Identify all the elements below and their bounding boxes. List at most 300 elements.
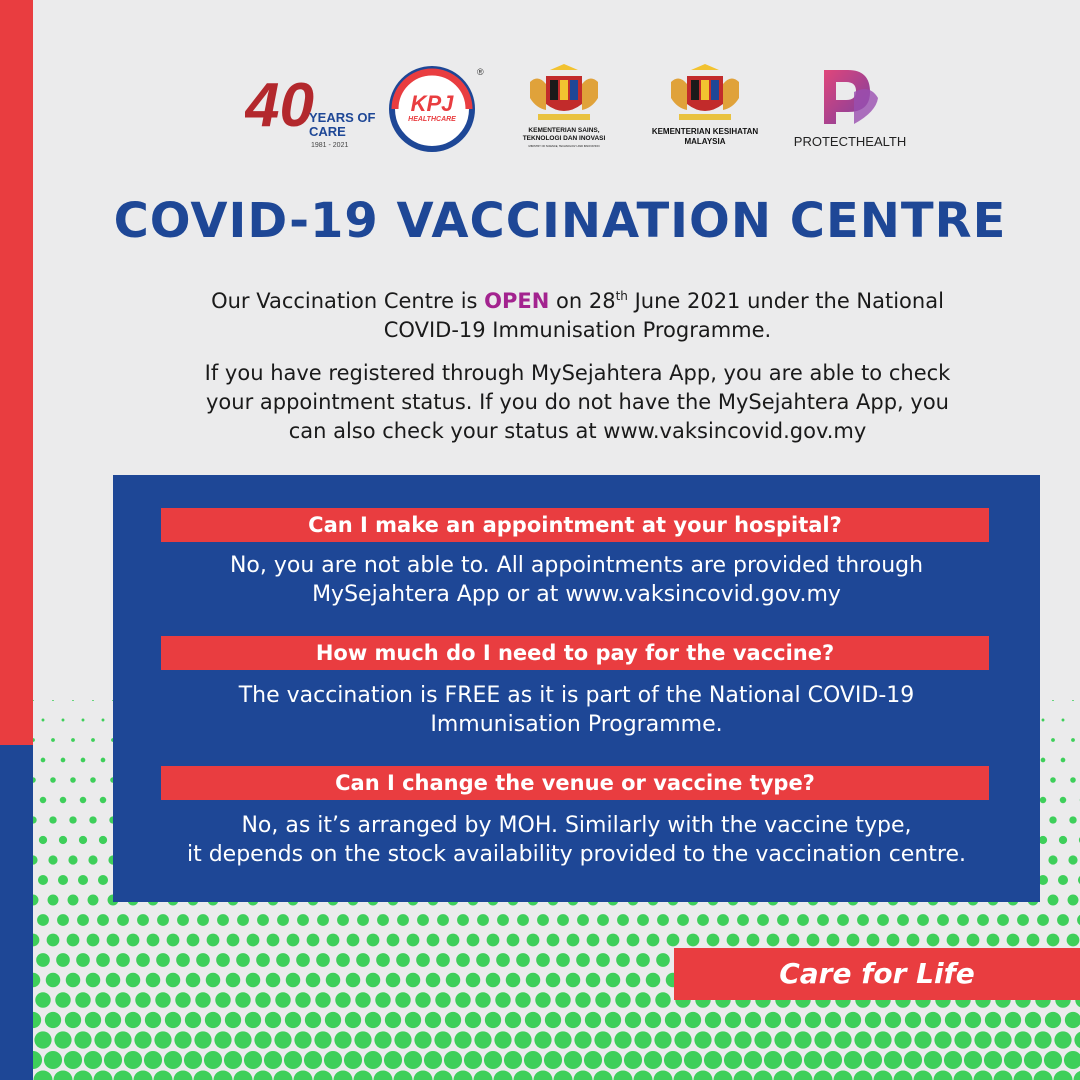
logo-40-care: CARE — [309, 124, 346, 139]
halftone-dot — [346, 973, 361, 988]
mosti-line2: TEKNOLOGI DAN INOVASI — [522, 135, 606, 142]
halftone-dot — [134, 1031, 151, 1048]
halftone-dot — [255, 992, 270, 1007]
kpj-ring-icon — [385, 65, 490, 155]
halftone-dot — [267, 934, 280, 947]
halftone-dot — [105, 1012, 121, 1028]
halftone-dot — [1072, 700, 1074, 701]
faq-answer-2-line2: Immunisation Programme. — [430, 712, 723, 737]
halftone-dot — [207, 934, 220, 947]
halftone-dot — [594, 1031, 611, 1048]
halftone-dot — [57, 914, 69, 926]
halftone-dot — [60, 797, 66, 803]
halftone-dot — [945, 1012, 961, 1028]
halftone-dot — [1027, 934, 1040, 947]
halftone-dot — [235, 992, 250, 1007]
halftone-dot — [814, 1031, 831, 1048]
halftone-dot — [914, 1071, 933, 1080]
halftone-dot — [674, 1071, 693, 1080]
halftone-dot — [1014, 1071, 1033, 1080]
halftone-dot — [927, 934, 940, 947]
halftone-dot — [126, 973, 141, 988]
faq-answer-3-line2: it depends on the stock availability provided to the vaccination centre. — [186, 842, 966, 867]
halftone-dot — [474, 1071, 493, 1080]
halftone-dot — [97, 914, 109, 926]
halftone-dot — [68, 855, 77, 864]
halftone-dot — [79, 836, 87, 844]
page-title: COVID-19 VACCINATION CENTRE — [113, 193, 1007, 249]
faq-answer-3-line1: No, as it’s arranged by MOH. Similarly with the vaccine type, — [241, 813, 912, 838]
halftone-dot — [627, 934, 640, 947]
halftone-dot — [166, 973, 181, 988]
halftone-dot — [94, 1071, 113, 1080]
halftone-dot — [674, 1031, 691, 1048]
halftone-dot — [724, 1051, 742, 1069]
halftone-dot — [39, 836, 47, 844]
halftone-dot — [905, 1012, 921, 1028]
halftone-dot — [51, 738, 55, 742]
halftone-dot — [1067, 934, 1080, 947]
halftone-dot — [274, 1071, 293, 1080]
halftone-dot — [677, 914, 689, 926]
halftone-dot — [364, 1051, 382, 1069]
halftone-dot — [434, 1071, 453, 1080]
halftone-dot — [98, 875, 108, 885]
halftone-dot — [214, 1071, 233, 1080]
intro-p1-post: June 2021 under the National — [627, 289, 944, 313]
halftone-dot — [176, 953, 190, 967]
halftone-dot — [765, 1012, 781, 1028]
faq-answer-1-line1: No, you are not able to. All appointments are provided through — [229, 553, 924, 578]
halftone-dot — [175, 992, 190, 1007]
halftone-dot — [54, 1071, 73, 1080]
halftone-dot — [88, 855, 97, 864]
halftone-dot — [897, 914, 909, 926]
halftone-dot — [947, 934, 960, 947]
halftone-dot — [347, 934, 360, 947]
halftone-dot — [367, 934, 380, 947]
halftone-dot — [297, 914, 309, 926]
halftone-dot — [78, 875, 88, 885]
halftone-dot — [286, 973, 301, 988]
halftone-dot — [794, 1031, 811, 1048]
halftone-dot — [817, 914, 829, 926]
halftone-dot — [1059, 836, 1067, 844]
halftone-dot — [754, 1071, 773, 1080]
halftone-dot — [167, 934, 180, 947]
halftone-dot — [545, 1012, 561, 1028]
halftone-dot — [33, 895, 38, 906]
protecthealth-text: PROTECTHEALTH — [793, 134, 907, 149]
halftone-dot — [504, 1051, 522, 1069]
halftone-dot — [33, 973, 40, 988]
halftone-dot — [237, 914, 249, 926]
halftone-dot — [467, 934, 480, 947]
halftone-dot — [794, 1071, 813, 1080]
halftone-dot — [747, 934, 760, 947]
halftone-dot — [657, 914, 669, 926]
halftone-dot — [774, 1071, 793, 1080]
halftone-dot — [734, 1031, 751, 1048]
halftone-dot — [195, 992, 210, 1007]
halftone-dot — [374, 1031, 391, 1048]
halftone-dot — [314, 1031, 331, 1048]
halftone-dot — [406, 973, 421, 988]
halftone-dot — [704, 1051, 722, 1069]
halftone-dot — [86, 973, 101, 988]
halftone-dot — [94, 1031, 111, 1048]
halftone-dot — [854, 1071, 873, 1080]
halftone-dot — [305, 1012, 321, 1028]
halftone-dot — [116, 953, 130, 967]
halftone-dot — [924, 1051, 942, 1069]
halftone-dot — [81, 758, 86, 763]
halftone-dot — [814, 1071, 833, 1080]
halftone-dot — [204, 1051, 222, 1069]
halftone-dot — [45, 1012, 61, 1028]
halftone-dot — [62, 719, 65, 722]
halftone-dot — [33, 816, 37, 823]
halftone-dot — [1052, 700, 1054, 701]
moh-line2: MALAYSIA — [684, 137, 726, 146]
halftone-dot — [214, 1031, 231, 1048]
halftone-dot — [48, 895, 59, 906]
halftone-dot — [100, 797, 106, 803]
halftone-dot — [33, 934, 39, 947]
halftone-dot — [70, 777, 76, 783]
halftone-dot — [106, 973, 121, 988]
halftone-dot — [1060, 797, 1066, 803]
halftone-dot — [285, 1012, 301, 1028]
halftone-dot — [865, 1012, 881, 1028]
halftone-dot — [1004, 1051, 1022, 1069]
halftone-dot — [745, 1012, 761, 1028]
halftone-dot — [67, 934, 80, 947]
halftone-dot — [194, 1071, 213, 1080]
halftone-dot — [304, 1051, 322, 1069]
halftone-dot — [547, 934, 560, 947]
halftone-dot — [365, 1012, 381, 1028]
halftone-dot — [76, 953, 90, 967]
left-stripe-red — [0, 0, 33, 745]
halftone-dot — [335, 992, 350, 1007]
halftone-dot — [525, 1012, 541, 1028]
halftone-dot — [754, 1031, 771, 1048]
halftone-dot — [1039, 836, 1047, 844]
protecthealth-icon — [790, 62, 910, 154]
halftone-dot — [101, 758, 106, 763]
halftone-dot — [117, 914, 129, 926]
halftone-dot — [1051, 738, 1055, 742]
halftone-dot — [375, 992, 390, 1007]
halftone-dot — [46, 973, 61, 988]
halftone-dot — [44, 1051, 62, 1069]
halftone-dot — [75, 992, 90, 1007]
halftone-dot — [92, 700, 94, 701]
halftone-dot — [1007, 934, 1020, 947]
halftone-dot — [377, 914, 389, 926]
coat-of-arms-icon — [512, 62, 617, 154]
halftone-dot — [585, 1012, 601, 1028]
halftone-dot — [605, 1012, 621, 1028]
halftone-dot — [386, 973, 401, 988]
halftone-dot — [556, 953, 570, 967]
halftone-dot — [147, 934, 160, 947]
halftone-dot — [614, 1031, 631, 1048]
halftone-dot — [725, 1012, 741, 1028]
halftone-dot — [275, 992, 290, 1007]
halftone-dot — [555, 992, 570, 1007]
halftone-dot — [42, 719, 45, 722]
halftone-dot — [834, 1031, 851, 1048]
halftone-dot — [1050, 777, 1056, 783]
halftone-dot — [426, 973, 441, 988]
halftone-dot — [68, 895, 79, 906]
halftone-dot — [265, 1012, 281, 1028]
halftone-dot — [33, 700, 34, 701]
halftone-dot — [554, 1071, 573, 1080]
halftone-dot — [376, 953, 390, 967]
halftone-dot — [506, 973, 521, 988]
halftone-dot — [717, 914, 729, 926]
kpj-healthcare-logo — [385, 65, 490, 155]
halftone-dot — [84, 1051, 102, 1069]
halftone-dot — [89, 816, 96, 823]
halftone-dot — [33, 1051, 42, 1069]
halftone-dot — [884, 1051, 902, 1069]
halftone-dot — [487, 934, 500, 947]
halftone-dot — [1074, 1071, 1080, 1080]
halftone-dot — [466, 973, 481, 988]
halftone-dot — [894, 1031, 911, 1048]
kpj-healthcare-text: HEALTHCARE — [408, 116, 456, 123]
halftone-dot — [186, 973, 201, 988]
halftone-dot — [454, 1031, 471, 1048]
halftone-dot — [475, 992, 490, 1007]
halftone-dot — [296, 953, 310, 967]
halftone-dot — [476, 953, 490, 967]
halftone-dot — [985, 1012, 1001, 1028]
halftone-dot — [964, 1051, 982, 1069]
halftone-dot — [994, 1031, 1011, 1048]
halftone-dot — [395, 992, 410, 1007]
halftone-dot — [607, 934, 620, 947]
halftone-dot — [774, 1031, 791, 1048]
halftone-dot — [874, 1031, 891, 1048]
halftone-dot — [867, 934, 880, 947]
halftone-dot — [997, 914, 1009, 926]
halftone-dot — [34, 1071, 53, 1080]
faq-panel — [113, 475, 1040, 902]
halftone-dot — [417, 914, 429, 926]
faq-answer-1-line2: MySejahtera App or at www.vaksincovid.gov.my — [312, 582, 841, 607]
halftone-dot — [277, 914, 289, 926]
halftone-dot — [497, 914, 509, 926]
halftone-dot — [185, 1012, 201, 1028]
halftone-dot — [514, 1071, 533, 1080]
halftone-dot — [1065, 1012, 1080, 1028]
registered-mark: ® — [477, 67, 484, 77]
halftone-dot — [494, 1071, 513, 1080]
halftone-dot — [71, 738, 75, 742]
intro-p2-line3: can also check your status at www.vaksincovid.gov.my — [288, 419, 867, 443]
halftone-dot — [345, 1012, 361, 1028]
halftone-dot — [137, 914, 149, 926]
halftone-dot — [647, 934, 660, 947]
halftone-dot — [864, 1051, 882, 1069]
halftone-dot — [225, 1012, 241, 1028]
halftone-dot — [184, 1051, 202, 1069]
halftone-dot — [194, 1031, 211, 1048]
halftone-dot — [36, 953, 50, 967]
halftone-dot — [526, 973, 541, 988]
halftone-dot — [437, 914, 449, 926]
halftone-dot — [87, 934, 100, 947]
halftone-dot — [604, 1051, 622, 1069]
open-status-word: OPEN — [484, 289, 550, 313]
halftone-dot — [95, 992, 110, 1007]
halftone-dot — [396, 953, 410, 967]
halftone-dot — [146, 973, 161, 988]
halftone-dot — [354, 1071, 373, 1080]
halftone-dot — [665, 1012, 681, 1028]
halftone-dot — [104, 1051, 122, 1069]
halftone-dot — [256, 953, 270, 967]
halftone-dot — [354, 1031, 371, 1048]
halftone-dot — [1074, 1031, 1080, 1048]
intro-p1-pre: Our Vaccination Centre is — [211, 289, 485, 313]
halftone-dot — [54, 1031, 71, 1048]
halftone-dot — [944, 1051, 962, 1069]
halftone-dot — [454, 1071, 473, 1080]
halftone-dot — [777, 914, 789, 926]
halftone-dot — [1040, 797, 1046, 803]
halftone-dot — [785, 1012, 801, 1028]
halftone-dot — [634, 1031, 651, 1048]
halftone-dot — [1005, 1012, 1021, 1028]
halftone-dot — [557, 914, 569, 926]
halftone-dot — [894, 1071, 913, 1080]
halftone-dot — [764, 1051, 782, 1069]
halftone-dot — [534, 1031, 551, 1048]
logo-40-number: 40 — [245, 71, 314, 140]
halftone-dot — [234, 1071, 253, 1080]
halftone-dot — [295, 992, 310, 1007]
halftone-dot — [41, 758, 46, 763]
halftone-dot — [636, 953, 650, 967]
halftone-dot — [954, 1071, 973, 1080]
halftone-dot — [446, 973, 461, 988]
halftone-dot — [567, 934, 580, 947]
halftone-dot — [47, 934, 60, 947]
halftone-dot — [767, 934, 780, 947]
halftone-dot — [69, 816, 76, 823]
halftone-dot — [594, 1071, 613, 1080]
halftone-dot — [565, 1012, 581, 1028]
halftone-dot — [1037, 914, 1049, 926]
intro-p1-line2: COVID-19 Immunisation Programme. — [383, 318, 772, 342]
halftone-dot — [102, 719, 105, 722]
halftone-dot — [994, 1071, 1013, 1080]
halftone-dot — [546, 973, 561, 988]
halftone-dot — [134, 1071, 153, 1080]
halftone-dot — [625, 1012, 641, 1028]
halftone-dot — [757, 914, 769, 926]
halftone-dot — [597, 914, 609, 926]
halftone-dot — [405, 1012, 421, 1028]
intro-p2-line1: If you have registered through MySejahtera App, you are able to check — [204, 361, 951, 385]
halftone-dot — [564, 1051, 582, 1069]
halftone-dot — [317, 914, 329, 926]
halftone-dot — [965, 1012, 981, 1028]
halftone-dot — [58, 875, 68, 885]
halftone-dot — [407, 934, 420, 947]
halftone-dot — [455, 992, 470, 1007]
halftone-dot — [517, 914, 529, 926]
halftone-dot — [144, 1051, 162, 1069]
halftone-dot — [234, 1031, 251, 1048]
halftone-dot — [1070, 777, 1076, 783]
halftone-dot — [114, 1071, 133, 1080]
halftone-dot — [496, 953, 510, 967]
logo-40-range: 1981 - 2021 — [311, 142, 349, 149]
halftone-dot — [397, 914, 409, 926]
kpj-40-icon — [245, 68, 375, 150]
halftone-dot — [366, 973, 381, 988]
halftone-dot — [425, 1012, 441, 1028]
halftone-dot — [80, 797, 86, 803]
faq-question-3: Can I change the venue or vaccine type? — [161, 766, 989, 800]
halftone-dot — [294, 1071, 313, 1080]
halftone-dot — [414, 1071, 433, 1080]
halftone-dot — [115, 992, 130, 1007]
halftone-dot — [1034, 1031, 1051, 1048]
halftone-dot — [1049, 816, 1056, 823]
halftone-dot — [334, 1031, 351, 1048]
halftone-dot — [874, 1071, 893, 1080]
halftone-dot — [276, 953, 290, 967]
halftone-dot — [494, 1031, 511, 1048]
halftone-dot — [284, 1051, 302, 1069]
halftone-dot — [52, 700, 54, 701]
halftone-dot — [514, 1031, 531, 1048]
halftone-dot — [1048, 895, 1059, 906]
halftone-dot — [456, 953, 470, 967]
halftone-dot — [805, 1012, 821, 1028]
halftone-dot — [155, 992, 170, 1007]
halftone-dot — [684, 1051, 702, 1069]
halftone-dot — [904, 1051, 922, 1069]
halftone-dot — [656, 953, 670, 967]
halftone-dot — [107, 934, 120, 947]
halftone-dot — [445, 1012, 461, 1028]
halftone-dot — [245, 1012, 261, 1028]
halftone-dot — [485, 1012, 501, 1028]
halftone-dot — [554, 1031, 571, 1048]
halftone-dot — [857, 914, 869, 926]
halftone-dot — [566, 973, 581, 988]
halftone-dot — [135, 992, 150, 1007]
halftone-dot — [74, 1071, 93, 1080]
halftone-dot — [307, 934, 320, 947]
halftone-dot — [257, 914, 269, 926]
halftone-dot — [274, 1031, 291, 1048]
halftone-dot — [954, 1031, 971, 1048]
faq-answer-2-line1: The vaccination is FREE as it is part of the National COVID-19 — [238, 683, 915, 708]
halftone-dot — [516, 953, 530, 967]
halftone-dot — [664, 1051, 682, 1069]
halftone-dot — [797, 914, 809, 926]
